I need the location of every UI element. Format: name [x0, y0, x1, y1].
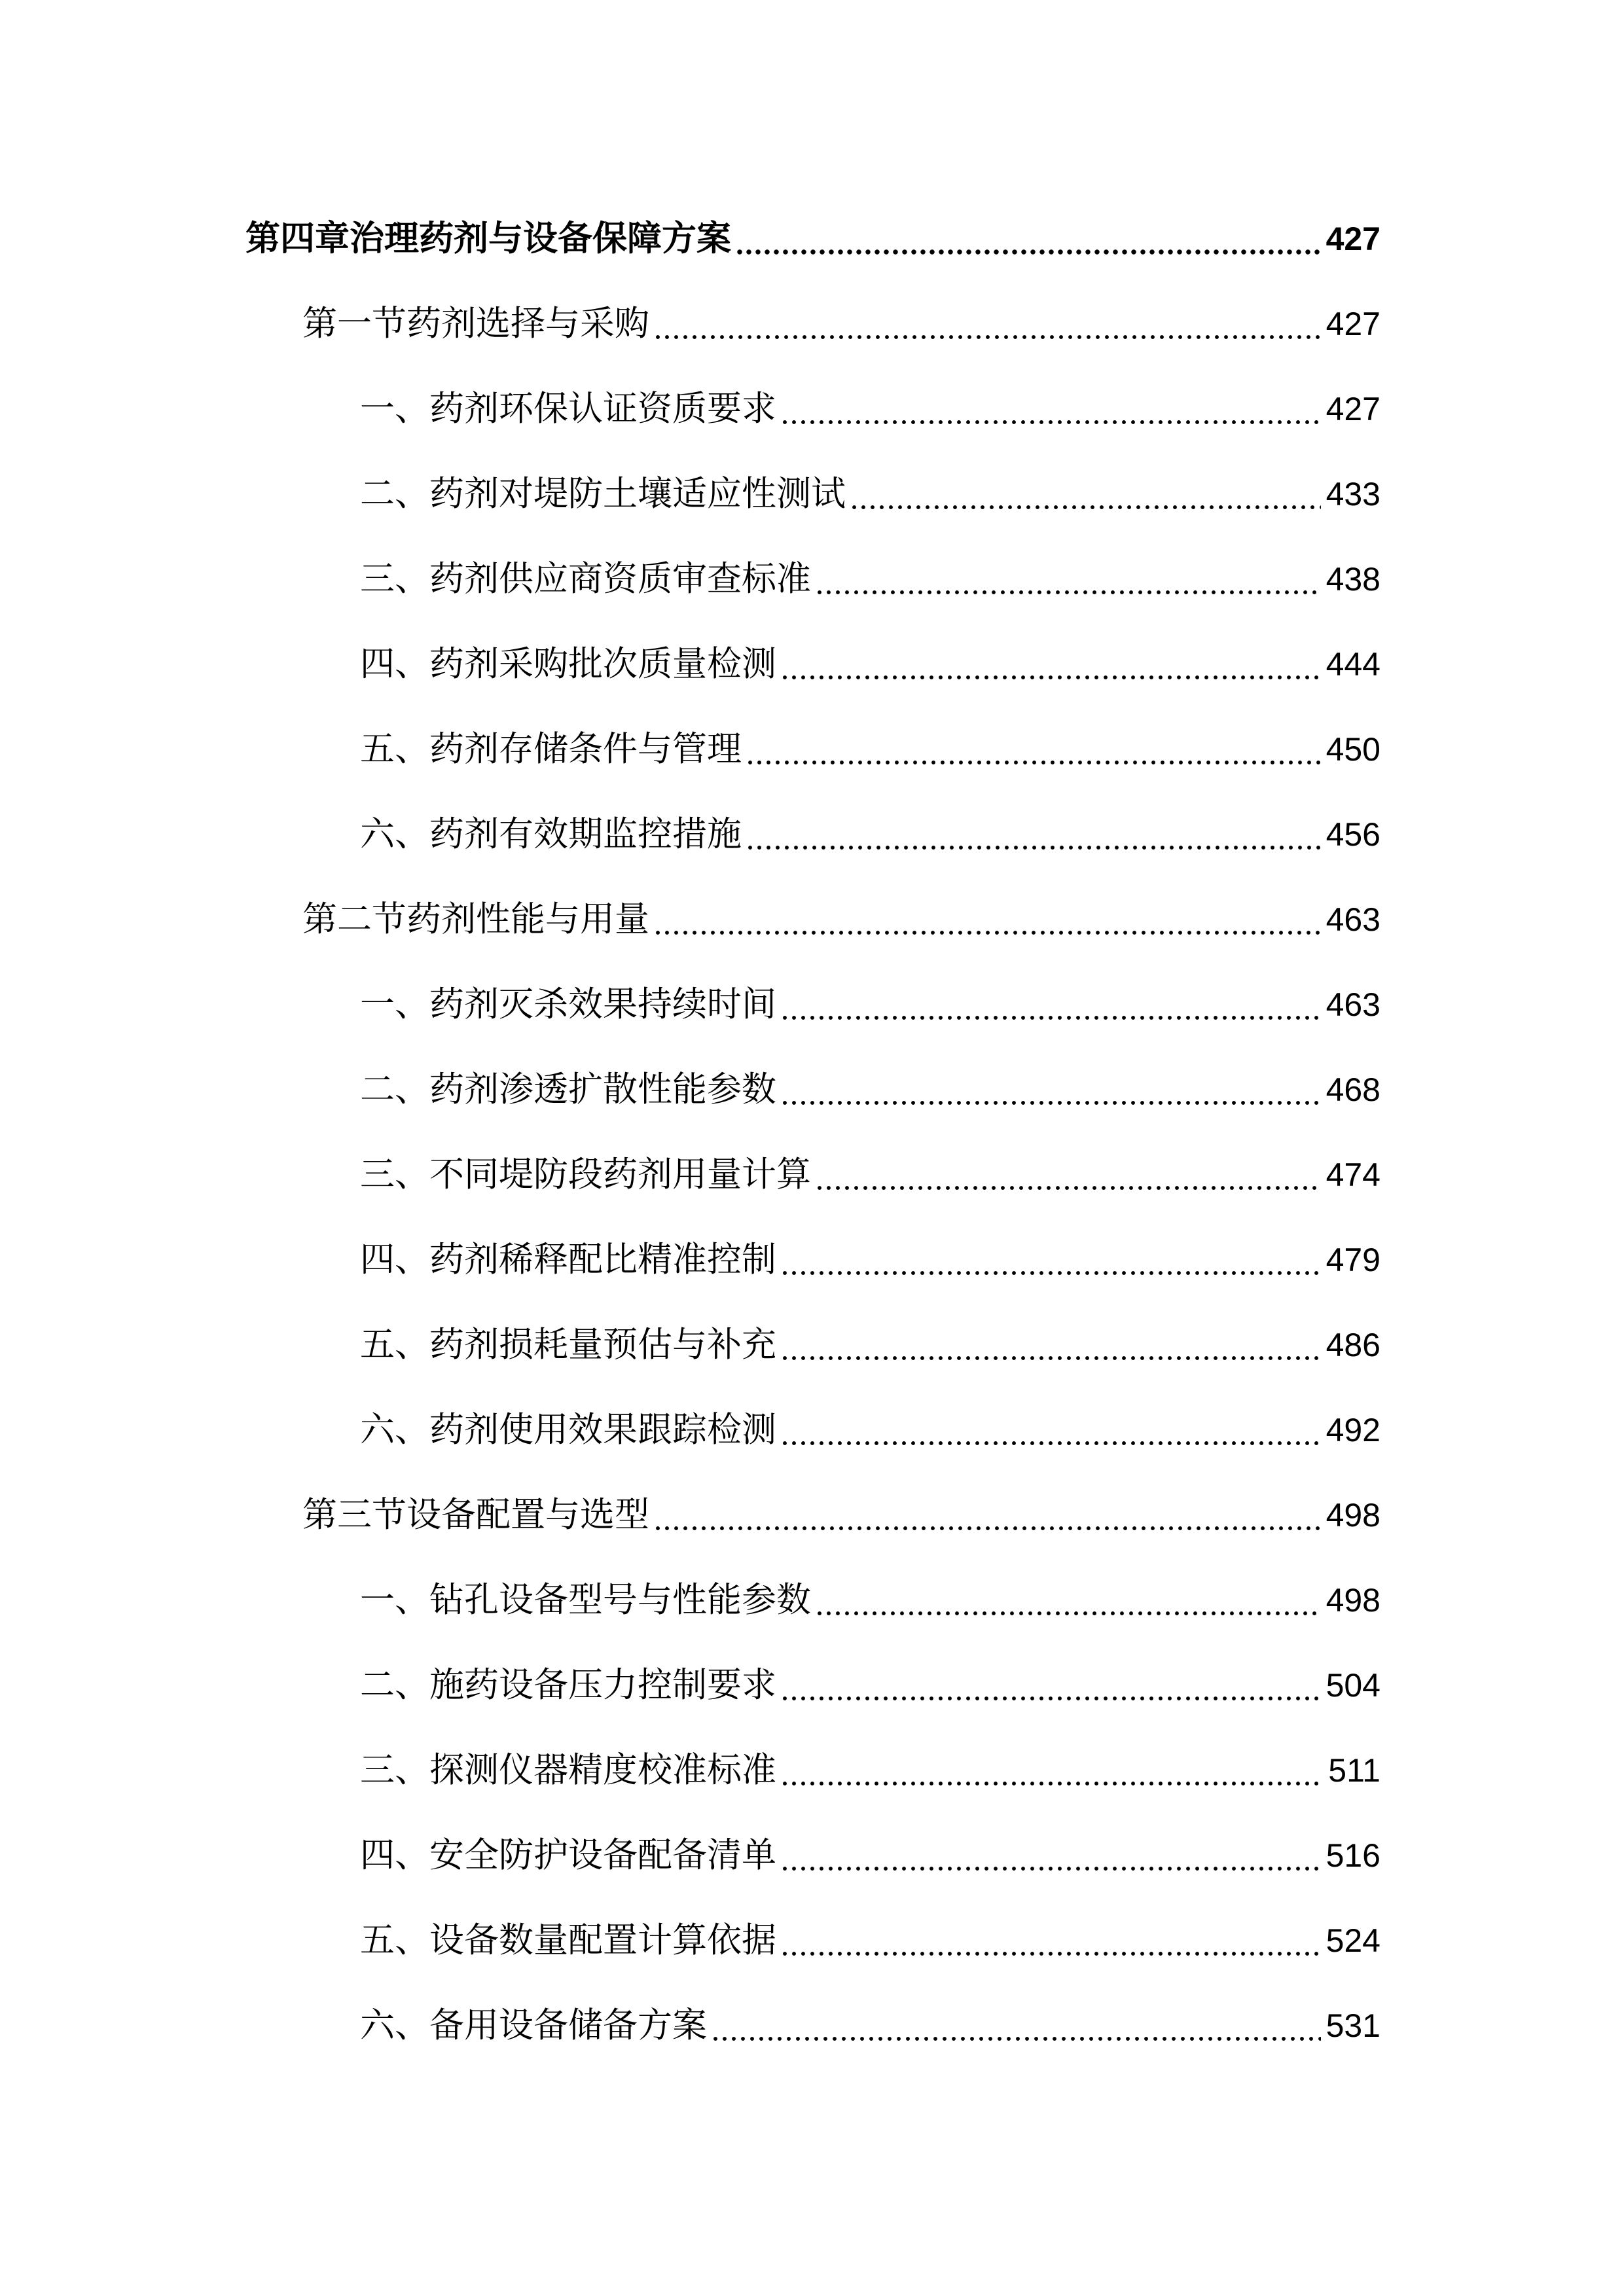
toc-entry-title: 五、药剂存储条件与管理: [360, 729, 742, 769]
toc-entry-title: 第四章治理药剂与设备保障方案: [245, 219, 731, 259]
dot-leader: [711, 2028, 1321, 2041]
toc-entry-title: 三、探测仪器精度校准标准: [360, 1750, 776, 1790]
toc-entry-page: 516: [1326, 1837, 1380, 1874]
dot-leader: [780, 667, 1321, 680]
toc-entry-item[interactable]: [360, 638, 1380, 691]
toc-entry-page: 450: [1326, 731, 1380, 768]
dot-leader: [780, 1943, 1321, 1956]
dot-leader: [780, 1688, 1321, 1701]
dot-leader: [780, 1092, 1321, 1105]
toc-entry-page: 438: [1326, 561, 1380, 598]
toc-entry-title: 二、施药设备压力控制要求: [360, 1665, 776, 1705]
toc-entry-item[interactable]: [360, 1914, 1380, 1967]
toc-entry-title: 二、药剂渗透扩散性能参数: [360, 1069, 776, 1109]
dot-leader: [780, 412, 1321, 425]
toc-entry-page: 474: [1326, 1157, 1380, 1193]
toc-entry-item[interactable]: [360, 2000, 1380, 2052]
toc-entry-title: 二、药剂对堤防土壤适应性测试: [360, 474, 846, 514]
toc-entry-item[interactable]: [360, 1829, 1380, 1882]
toc-entry-page: 427: [1326, 306, 1380, 342]
toc-entry-title: 三、不同堤防段药剂用量计算: [360, 1155, 811, 1194]
toc-entry-title: 第一节药剂选择与采购: [302, 304, 649, 344]
toc-entry-section-1[interactable]: [302, 298, 1380, 350]
toc-entry-item[interactable]: [360, 1149, 1380, 1201]
toc-entry-page: 427: [1326, 221, 1380, 257]
toc-entry-page: 524: [1326, 1922, 1380, 1959]
toc-entry-page: 511: [1328, 1752, 1380, 1789]
toc-entry-item[interactable]: [360, 1659, 1380, 1712]
dot-leader: [815, 1603, 1321, 1616]
toc-entry-title: 第二节药剂性能与用量: [302, 899, 649, 939]
dot-leader: [815, 1177, 1321, 1191]
toc-entry-item[interactable]: [360, 383, 1380, 435]
dot-leader: [815, 582, 1321, 595]
toc-entry-page: 492: [1326, 1412, 1380, 1448]
toc-entry-title: 四、药剂稀释配比精准控制: [360, 1240, 776, 1280]
toc-entry-item[interactable]: [360, 1404, 1380, 1456]
dot-leader: [850, 497, 1321, 510]
toc-entry-section-3[interactable]: [302, 1489, 1380, 1541]
toc-entry-title: 四、药剂采购批次质量检测: [360, 644, 776, 684]
toc-entry-title: 五、设备数量配置计算依据: [360, 1920, 776, 1960]
toc-entry-page: 531: [1326, 2007, 1380, 2044]
dot-leader: [653, 327, 1321, 340]
toc-entry-title: 一、药剂环保认证资质要求: [360, 389, 776, 429]
toc-entry-item[interactable]: [360, 1319, 1380, 1371]
dot-leader: [780, 1007, 1321, 1020]
toc-entry-page: 486: [1326, 1327, 1380, 1363]
toc-entry-page: 498: [1326, 1497, 1380, 1534]
toc-entry-item[interactable]: [360, 1744, 1380, 1797]
toc-entry-title: 第三节设备配置与选型: [302, 1495, 649, 1535]
toc-entry-chapter-4[interactable]: [245, 213, 1380, 265]
dot-leader: [653, 1518, 1321, 1531]
dot-leader: [746, 837, 1321, 850]
toc-entry-page: 468: [1326, 1071, 1380, 1108]
toc-entry-page: 433: [1326, 476, 1380, 512]
toc-entry-page: 463: [1326, 986, 1380, 1023]
toc-entry-page: 456: [1326, 816, 1380, 853]
toc-entry-item[interactable]: [360, 723, 1380, 776]
toc-entry-title: 六、药剂使用效果跟踪检测: [360, 1410, 776, 1450]
toc-entry-title: 四、安全防护设备配备清单: [360, 1835, 776, 1875]
toc-entry-title: 六、药剂有效期监控措施: [360, 814, 742, 854]
dot-leader: [780, 1348, 1321, 1361]
toc-entry-item[interactable]: [360, 978, 1380, 1031]
toc-entry-title: 三、药剂供应商资质审查标准: [360, 559, 811, 599]
dot-leader: [780, 1858, 1321, 1871]
toc-entry-page: 444: [1326, 646, 1380, 683]
dot-leader: [780, 1773, 1323, 1786]
toc-entry-page: 504: [1326, 1667, 1380, 1704]
toc-entry-title: 六、备用设备储备方案: [360, 2005, 707, 2045]
dot-leader: [735, 242, 1321, 255]
dot-leader: [780, 1433, 1321, 1446]
toc-entry-page: 427: [1326, 391, 1380, 427]
dot-leader: [746, 752, 1321, 765]
toc-entry-item[interactable]: [360, 1574, 1380, 1626]
toc-entry-item[interactable]: [360, 553, 1380, 605]
toc-entry-item[interactable]: [360, 468, 1380, 520]
dot-leader: [653, 922, 1321, 935]
toc-entry-title: 一、药剂灭杀效果持续时间: [360, 984, 776, 1024]
toc-entry-item[interactable]: [360, 1064, 1380, 1116]
toc-entry-page: 498: [1326, 1582, 1380, 1619]
dot-leader: [780, 1263, 1321, 1276]
toc-entry-section-2[interactable]: [302, 893, 1380, 946]
toc-entry-page: 463: [1326, 901, 1380, 938]
toc-entry-page: 479: [1326, 1242, 1380, 1278]
toc-entry-item[interactable]: [360, 808, 1380, 861]
toc-entry-item[interactable]: [360, 1234, 1380, 1286]
toc-entry-title: 五、药剂损耗量预估与补充: [360, 1325, 776, 1365]
toc-entry-title: 一、钻孔设备型号与性能参数: [360, 1580, 811, 1620]
